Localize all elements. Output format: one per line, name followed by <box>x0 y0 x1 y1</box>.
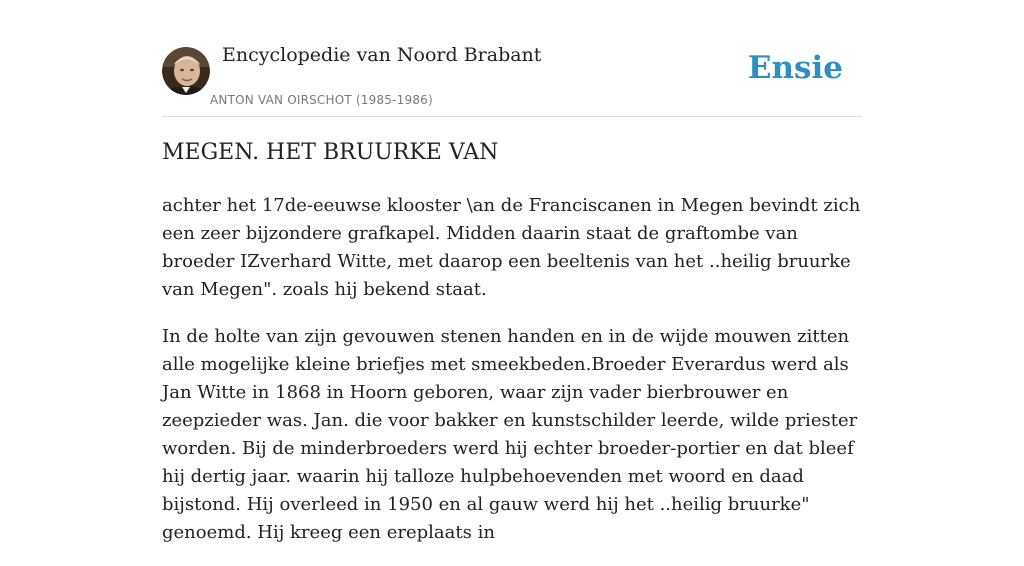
ensie-logo[interactable]: Ensie <box>747 50 843 86</box>
page <box>162 0 862 543</box>
article-paragraph: In de holte van zijn gevouwen stenen handen en in de wijde mouwen zitten alle mogelijke kleine briefjes met smeekbeden.Broeder Everardus werd als Jan Witte in 1868 in Hoorn geboren, waar zijn vader bierbrouwer en zeepzieder was. Jan. die voor bakker en kunstschilder leerde, wilde priester worden. Bij de minderbroeders werd hij echter broeder-portier en dat bleef hij dertig jaar. waarin hij talloze hulpbehoevenden met woord en daad bijstond. Hij overleed in 1950 en al gauw werd hij het ..heilig bruurke" genoemd. Hij kreeg een ereplaats in <box>162 326 858 543</box>
source-title[interactable]: Encyclopedie van Noord Brabant <box>222 44 542 66</box>
article-paragraph: achter het 17de-eeuwse klooster \an de Franciscanen in Megen bevindt zich een zeer bijzondere grafkapel. Midden daarin staat de graftombe van broeder IZverhard Witte, met daarop een beeltenis van het ..heilig bruurke van Megen". zoals hij bekend staat. <box>162 195 861 300</box>
source-header <box>162 0 862 117</box>
article-title: MEGEN. HET BRUURKE VAN <box>162 140 499 165</box>
article-body <box>162 192 862 566</box>
author-name[interactable]: ANTON VAN OIRSCHOT (1985-1986) <box>210 93 433 107</box>
author-avatar[interactable] <box>162 47 210 95</box>
author-portrait-icon <box>162 47 210 95</box>
